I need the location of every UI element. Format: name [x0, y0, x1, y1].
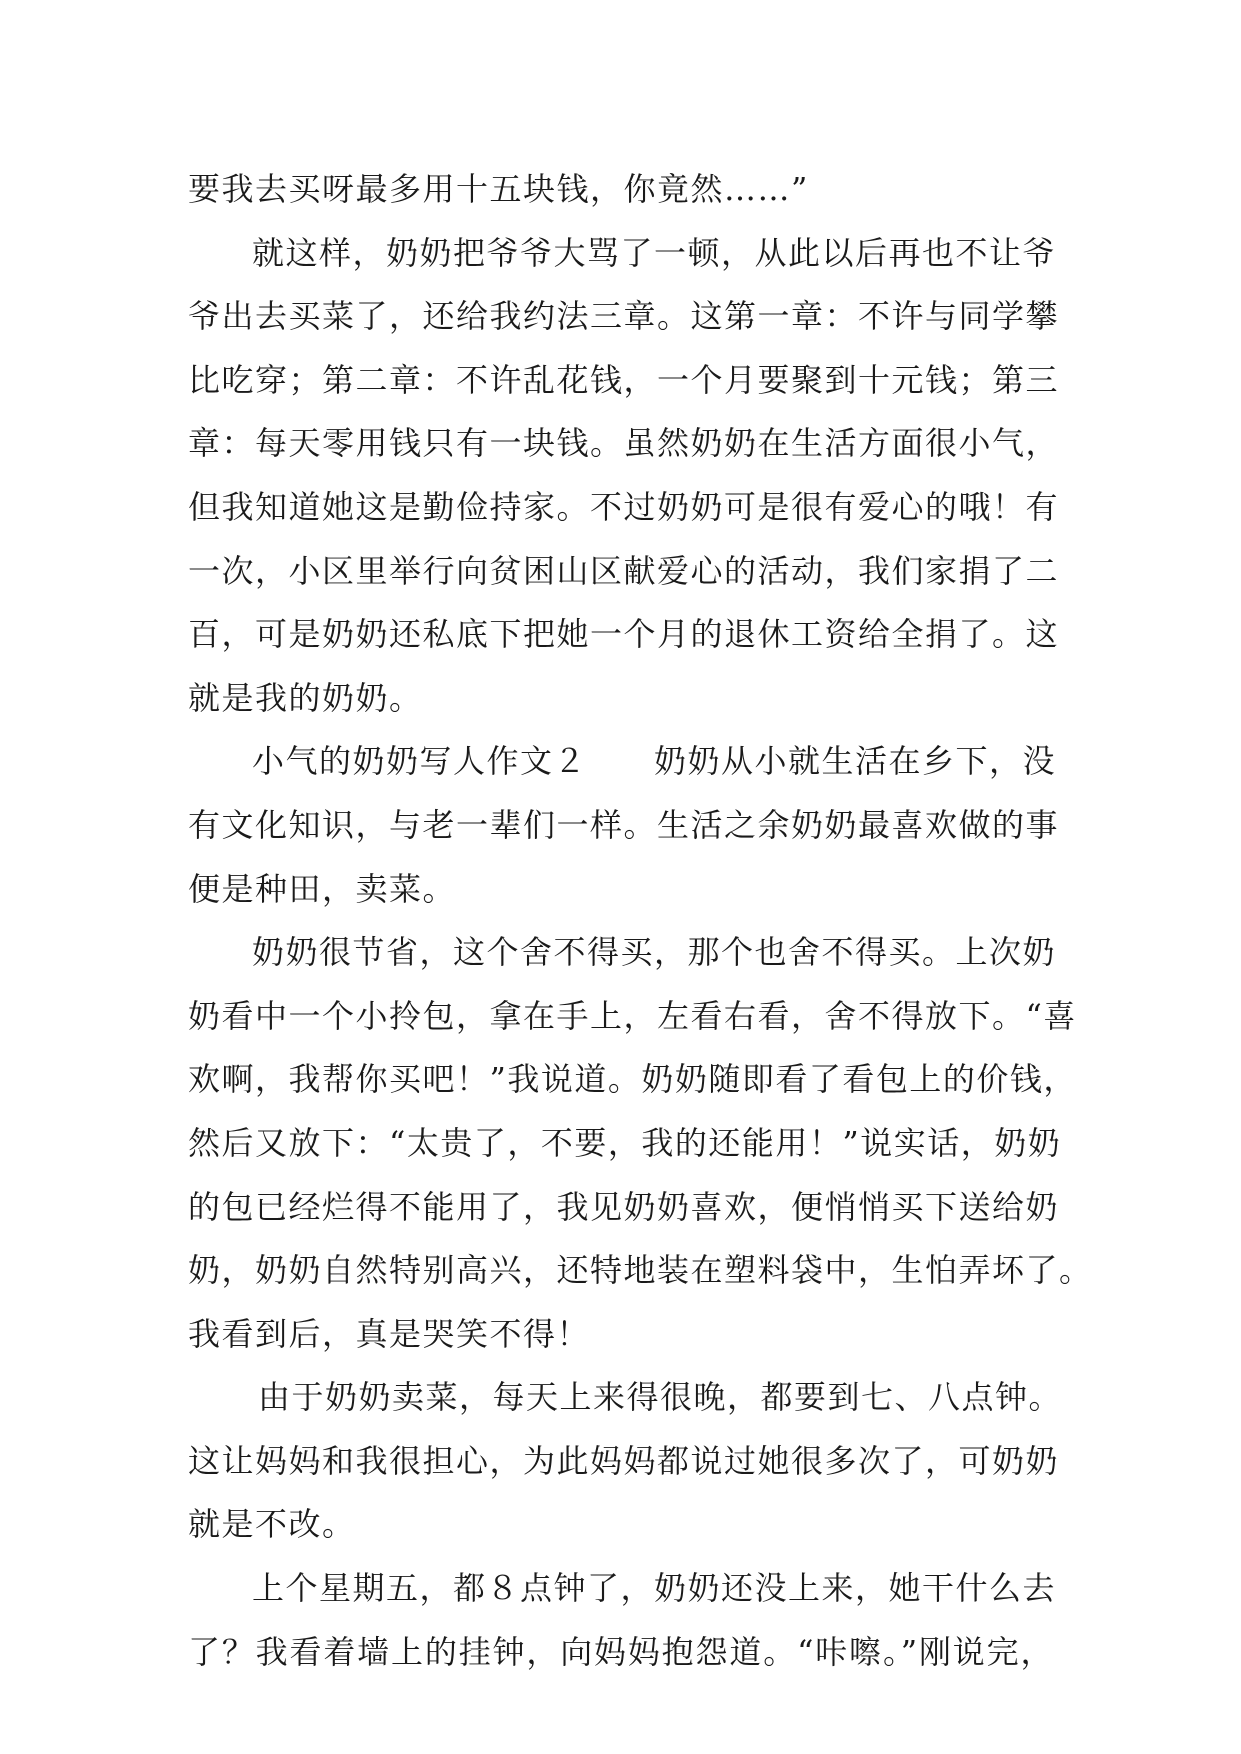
text-line: 便是种田，卖菜。 — [188, 869, 457, 908]
text-line: 这让妈妈和我很担心，为此妈妈都说过她很多次了，可奶奶 — [188, 1441, 1060, 1480]
text-line: 但我知道她这是勤俭持家。不过奶奶可是很有爱心的哦！有 — [188, 487, 1060, 526]
text-line: 的包已经烂得不能用了，我见奶奶喜欢，便悄悄买下送给奶 — [188, 1187, 1060, 1226]
text-line: 了？我看着墙上的挂钟，向妈妈抱怨道。“咔嚓。”刚说完， — [188, 1632, 1054, 1671]
text-line: 然后又放下：“太贵了，不要，我的还能用！”说实话，奶奶 — [188, 1123, 1062, 1162]
text-line: 比吃穿；第二章：不许乱花钱，一个月要聚到十元钱；第三 — [188, 360, 1060, 399]
text-line: 就这样，奶奶把爷爷大骂了一顿，从此以后再也不让爷 — [252, 233, 1057, 272]
text-line: 奶看中一个小拎包，拿在手上，左看右看，舍不得放下。“喜 — [188, 996, 1077, 1035]
text-line: 奶奶很节省，这个舍不得买，那个也舍不得买。上次奶 — [252, 933, 1057, 972]
text-line: 由于奶奶卖菜，每天上来得很晚，都要到七、八点钟。 — [258, 1378, 1063, 1417]
text-line: 要我去买呀最多用十五块钱，你竟然……” — [188, 170, 809, 208]
text-line: 有文化知识，与老一辈们一样。生活之余奶奶最喜欢做的事 — [188, 805, 1060, 844]
text-line: 欢啊，我帮你买吧！”我说道。奶奶随即看了看包上的价钱， — [188, 1060, 1077, 1099]
text-line: 奶，奶奶自然特别高兴，还特地装在塑料袋中，生怕弄坏了。 — [188, 1251, 1093, 1290]
text-line: 我看到后，真是哭笑不得！ — [188, 1314, 591, 1353]
text-line: 小气的奶奶写人作文２ 奶奶从小就生活在乡下，没 — [252, 742, 1057, 781]
text-line: 百，可是奶奶还私底下把她一个月的退休工资给全捐了。这 — [188, 615, 1060, 654]
text-line: 爷出去买菜了，还给我约法三章。这第一章：不许与同学攀 — [188, 297, 1060, 336]
text-line: 章：每天零用钱只有一块钱。虽然奶奶在生活方面很小气， — [188, 424, 1060, 463]
text-line: 上个星期五，都８点钟了，奶奶还没上来，她干什么去 — [252, 1569, 1057, 1608]
text-line: 就是我的奶奶。 — [188, 678, 423, 717]
text-line: 一次，小区里举行向贫困山区献爱心的活动，我们家捐了二 — [188, 551, 1060, 590]
text-line: 就是不改。 — [188, 1505, 356, 1544]
article-body — [188, 158, 1093, 1684]
